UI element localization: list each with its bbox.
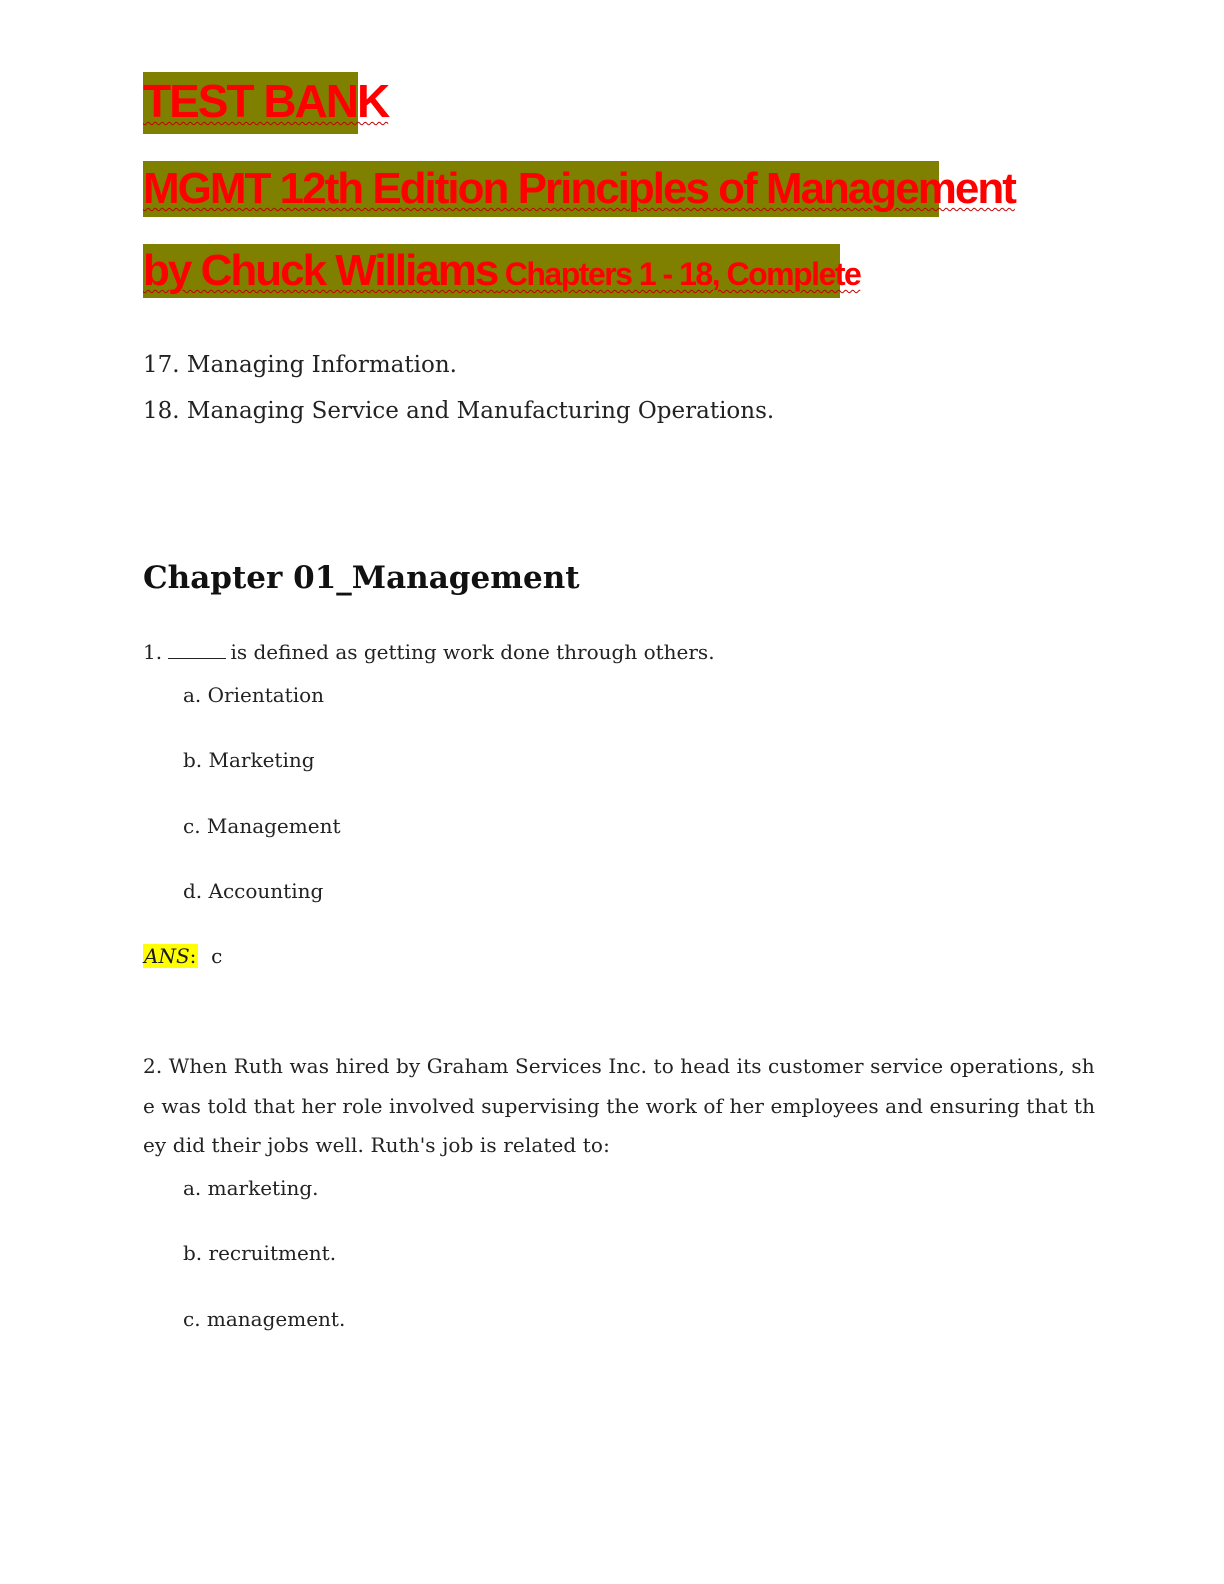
- question-2-line-3: ey did their jobs well. Ruth's job is related to:: [143, 1133, 610, 1157]
- question-1-answer: [143, 944, 222, 968]
- answer-value: c: [211, 944, 223, 968]
- title-banner-book: [143, 161, 1015, 217]
- toc-item-17: 17. Managing Information.: [143, 352, 457, 378]
- question-2-option-b: b. recruitment.: [183, 1241, 337, 1265]
- answer-label: ANS:: [144, 944, 197, 968]
- question-1-option-a: a. Orientation: [183, 683, 325, 707]
- toc-item-18: 18. Managing Service and Manufacturing Operations.: [143, 398, 775, 424]
- title-chapters: Chapters 1 - 18, Complete: [497, 256, 861, 292]
- question-1: [143, 640, 715, 664]
- question-1-option-d: d. Accounting: [183, 879, 324, 903]
- question-2-option-a: a. marketing.: [183, 1176, 319, 1200]
- question-1-option-b: b. Marketing: [183, 748, 315, 772]
- question-1-option-c: c. Management: [183, 814, 341, 838]
- question-2-option-c: c. management.: [183, 1307, 346, 1331]
- question-2-line-2: e was told that her role involved supervising the work of her employees and ensuring that th: [143, 1094, 1096, 1118]
- question-1-number: 1.: [143, 640, 163, 664]
- title-test-bank: TEST BANK: [143, 75, 389, 127]
- title-banner-author: [143, 244, 861, 298]
- title-banner-test-bank: [143, 72, 389, 134]
- question-1-text: is defined as getting work done through others.: [230, 640, 715, 664]
- question-2-line-1: 2. When Ruth was hired by Graham Services Inc. to head its customer service operations, sh: [143, 1054, 1095, 1078]
- answer-blank: [168, 657, 226, 659]
- chapter-heading: Chapter 01_Management: [143, 560, 580, 596]
- title-book-name: MGMT 12th Edition Principles of Management: [143, 164, 1015, 213]
- title-author: by Chuck Williams: [143, 246, 498, 295]
